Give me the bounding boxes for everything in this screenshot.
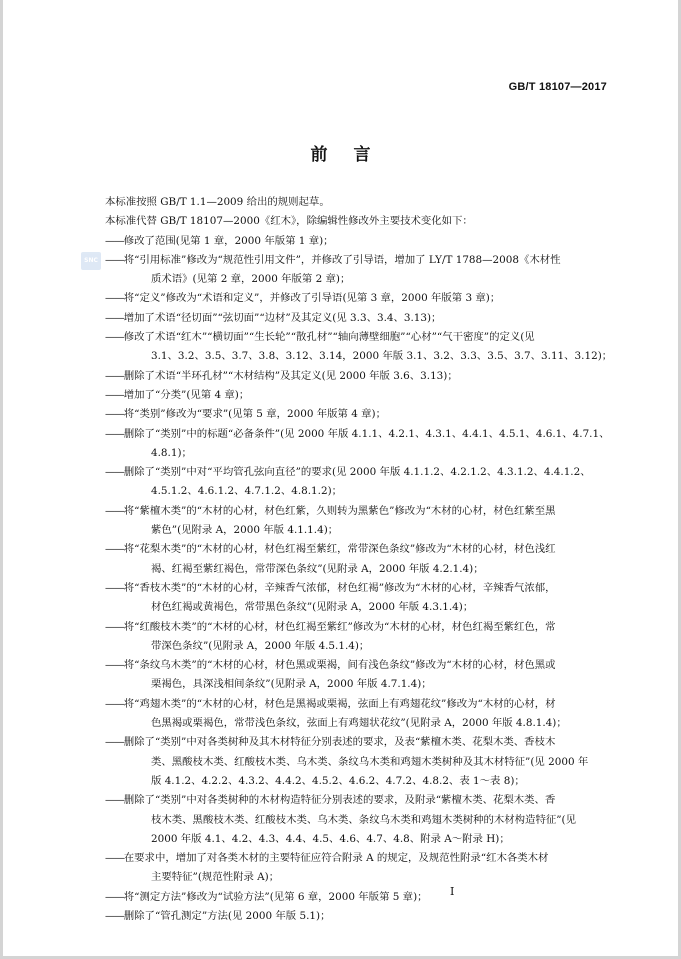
list-item-line	[105, 888, 610, 907]
list-item-line	[128, 521, 610, 540]
em-dash-bullet: ——	[105, 234, 124, 247]
intro-paragraph: 本标准代替 GB/T 18107—2000《红木》，除编辑性修改外主要技术变化如下：	[105, 215, 473, 228]
list-item-text: 将“测定方法”修改为“试验方法”(见第 6 章，2000 年版第 5 章)；	[123, 890, 428, 903]
em-dash-bullet: ——	[105, 292, 124, 305]
list-item-text: 栗褐色，具深浅相间条纹”(见附录 A，2000 年版 4.7.1.4)；	[151, 678, 432, 691]
em-dash-bullet: ——	[105, 408, 124, 421]
list-item-line	[105, 251, 610, 270]
list-item-text: 将“红酸枝木类”的“木材的心材，材色红褐至紫红”修改为“木材的心材，材色红褐至紫红色，常	[123, 620, 556, 633]
change-list-item	[105, 405, 610, 424]
list-item-text: 类、黑酸枝木类、红酸枝木类、乌木类、条纹乌木类和鸡翅木类树种及其木材特征”(见 2000 年	[151, 755, 589, 768]
list-item-text: 删除了“类别”中对各类树种及其木材特征分别表述的要求，及表“紫檀木类、花梨木类、香枝木	[123, 736, 556, 749]
list-item-line	[105, 733, 610, 752]
em-dash-bullet: ——	[105, 311, 124, 324]
change-list-item	[105, 791, 610, 849]
document-body	[105, 193, 613, 926]
list-item-line	[105, 328, 610, 347]
list-item-line	[105, 907, 610, 926]
em-dash-bullet: ——	[105, 388, 124, 401]
list-item-line	[105, 695, 610, 714]
list-item-line	[128, 598, 610, 617]
list-item-text: 将“定义”修改为“术语和定义”，并修改了引导语(见第 3 章，2000 年版第 3 章)；	[123, 292, 501, 305]
list-item-line	[128, 811, 610, 830]
change-list	[105, 232, 613, 927]
change-list-item	[105, 888, 610, 907]
standard-code-header: GB/T 18107—2017	[508, 81, 607, 93]
list-item-text: 修改了术语“红木”“横切面”“生长轮”“散孔材”“轴向薄壁细胞”“心材”“气干密度”的定义(见	[123, 331, 535, 344]
list-item-line	[105, 579, 610, 598]
list-item-line	[105, 849, 610, 868]
list-item-text: 删除了术语“半环孔材”“木材结构”及其定义(见 2000 年版 3.6、3.13)；	[123, 369, 458, 382]
list-item-line	[128, 868, 610, 887]
list-item-text: 3.1、3.2、3.5、3.7、3.8、3.12、3.14，2000 年版 3.1、3.2、3.3、3.5、3.7、3.11、3.12)；	[151, 350, 613, 363]
change-list-item	[105, 232, 610, 251]
list-item-line	[128, 753, 610, 772]
list-item-line	[105, 405, 610, 424]
list-item-line	[128, 347, 613, 366]
list-item-line	[128, 772, 610, 791]
list-item-text: 删除了“类别”中对各类树种的木材构造特征分别表述的要求，及附录“紫檀木类、花梨木类、香	[123, 794, 556, 807]
list-item-line	[105, 309, 610, 328]
list-item-text: 修改了范围(见第 1 章，2000 年版第 1 章)；	[123, 234, 334, 247]
change-list-item	[105, 328, 613, 367]
list-item-line	[105, 289, 610, 308]
list-item-text: 将“类别”修改为“要求”(见第 5 章，2000 年版第 4 章)；	[123, 408, 386, 421]
list-item-line	[105, 386, 610, 405]
em-dash-bullet: ——	[105, 369, 124, 382]
list-item-text: 将“花梨木类”的“木材的心材，材色红褐至紫红，常带深色条纹”修改为“木材的心材，材色浅红	[123, 543, 556, 556]
change-list-item	[105, 695, 610, 734]
list-item-line	[105, 540, 610, 559]
list-item-line	[105, 618, 610, 637]
change-list-item	[105, 289, 610, 308]
watermark-logo-icon: SNC	[81, 252, 101, 270]
em-dash-bullet: ——	[105, 697, 124, 710]
change-list-item	[105, 367, 610, 386]
em-dash-bullet: ——	[105, 620, 124, 633]
list-item-text: 2000 年版 4.1、4.2、4.3、4.4、4.5、4.6、4.7、4.8、附录 A～附录 H)；	[151, 832, 510, 845]
list-item-line	[128, 560, 610, 579]
em-dash-bullet: ——	[105, 543, 124, 556]
list-item-text: 紫色”(见附录 A，2000 年版 4.1.1.4)；	[151, 524, 339, 537]
em-dash-bullet: ——	[105, 659, 124, 672]
change-list-item	[105, 656, 610, 695]
em-dash-bullet: ——	[105, 466, 124, 479]
list-item-text: 质术语》(见第 2 章，2000 年版第 2 章)；	[151, 273, 351, 286]
list-item-text: 带深色条纹”(见附录 A，2000 年版 4.5.1.4)；	[151, 639, 370, 652]
list-item-text: 版 4.1.2、4.2.2、4.3.2、4.4.2、4.5.2、4.6.2、4.7.2、4.8.2、表 1～表 8)；	[151, 774, 525, 787]
change-list-item	[105, 502, 610, 541]
list-item-text: 褐、红褐至紫红褐色，常带深色条纹”(见附录 A，2000 年版 4.2.1.4)；	[151, 562, 484, 575]
em-dash-bullet: ——	[105, 427, 124, 440]
change-list-item	[105, 251, 610, 290]
em-dash-bullet: ——	[105, 794, 124, 807]
em-dash-bullet: ——	[105, 581, 124, 594]
list-item-text: 删除了“类别”中对“平均管孔弦向直径”的要求(见 2000 年版 4.1.1.2、4.2.1.2、4.3.1.2、4.4.1.2、	[123, 466, 591, 479]
list-item-text: 删除了“管孔测定”方法(见 2000 年版 5.1)；	[123, 909, 331, 922]
change-list-item	[105, 733, 610, 791]
page-number: I	[450, 885, 455, 898]
list-item-line	[128, 482, 610, 501]
change-list-item	[105, 540, 610, 579]
list-item-line	[105, 425, 610, 444]
change-list-item	[105, 309, 610, 328]
list-item-text: 材色红褐或黄褐色，常带黑色条纹”(见附录 A，2000 年版 4.3.1.4)；	[151, 601, 474, 614]
list-item-text: 增加了“分类”(见第 4 章)；	[123, 388, 250, 401]
list-item-text: 主要特征”(规范性附录 A)；	[151, 871, 280, 884]
em-dash-bullet: ——	[105, 909, 124, 922]
list-item-line	[105, 367, 610, 386]
page-title: 前言	[310, 145, 397, 165]
list-item-text: 4.8.1)；	[151, 446, 192, 459]
change-list-item	[105, 579, 610, 618]
em-dash-bullet: ——	[105, 736, 124, 749]
list-item-text: 将“香枝木类”的“木材的心材，辛辣香气浓郁，材色红褐”修改为“木材的心材，辛辣香气浓郁，	[123, 581, 556, 594]
list-item-text: 色黑褐或栗褐色，常带浅色条纹，弦面上有鸡翅状花纹”(见附录 A，2000 年版 4.8.1.4)；	[151, 717, 567, 730]
change-list-item	[105, 907, 610, 926]
change-list-item	[105, 618, 610, 657]
list-item-text: 在要求中，增加了对各类木材的主要特征应符合附录 A 的规定，及规范性附录“红木各类木材	[123, 852, 549, 865]
list-item-text: 4.5.1.2、4.6.1.2、4.7.1.2、4.8.1.2)；	[151, 485, 343, 498]
list-item-line	[128, 830, 610, 849]
em-dash-bullet: ——	[105, 852, 124, 865]
change-list-item	[105, 463, 610, 502]
intro-paragraph: 本标准按照 GB/T 1.1—2009 给出的规则起草。	[105, 196, 330, 208]
list-item-line	[105, 656, 610, 675]
change-list-item	[105, 849, 610, 888]
list-item-line	[128, 444, 610, 463]
list-item-text: 枝木类、黑酸枝木类、红酸枝木类、乌木类、条纹乌木类和鸡翅木类树种的木材构造特征”(见	[151, 813, 576, 826]
list-item-line	[128, 637, 610, 656]
em-dash-bullet: ——	[105, 504, 124, 517]
em-dash-bullet: ——	[105, 253, 124, 266]
list-item-line	[105, 463, 610, 482]
list-item-text: 删除了“类别”中的标题“必备条件”(见 2000 年版 4.1.1、4.2.1、4.3.1、4.4.1、4.5.1、4.6.1、4.7.1、	[123, 427, 610, 440]
list-item-line	[128, 714, 610, 733]
em-dash-bullet: ——	[105, 890, 124, 903]
list-item-text: 增加了术语“径切面”“弦切面”“边材”及其定义(见 3.3、3.4、3.13)；	[123, 311, 442, 324]
list-item-line	[128, 675, 610, 694]
em-dash-bullet: ——	[105, 331, 124, 344]
change-list-item	[105, 386, 610, 405]
change-list-item	[105, 425, 610, 464]
list-item-text: 将“引用标准”修改为“规范性引用文件”，并修改了引导语，增加了 LY/T 1788—2008《木材性	[123, 253, 561, 266]
list-item-line	[105, 502, 610, 521]
list-item-text: 将“鸡翅木类”的“木材的心材，材色是黑褐或栗褐，弦面上有鸡翅花纹”修改为“木材的心材，材	[123, 697, 556, 710]
list-item-line	[105, 791, 610, 810]
list-item-line	[105, 232, 610, 251]
list-item-text: 将“条纹乌木类”的“木材的心材，材色黑或栗褐，间有浅色条纹”修改为“木材的心材，材色黑或	[123, 659, 556, 672]
list-item-text: 将“紫檀木类”的“木材的心材，材色红紫，久则转为黑紫色”修改为“木材的心材，材色红紫至黑	[123, 504, 556, 517]
list-item-line	[128, 270, 610, 289]
